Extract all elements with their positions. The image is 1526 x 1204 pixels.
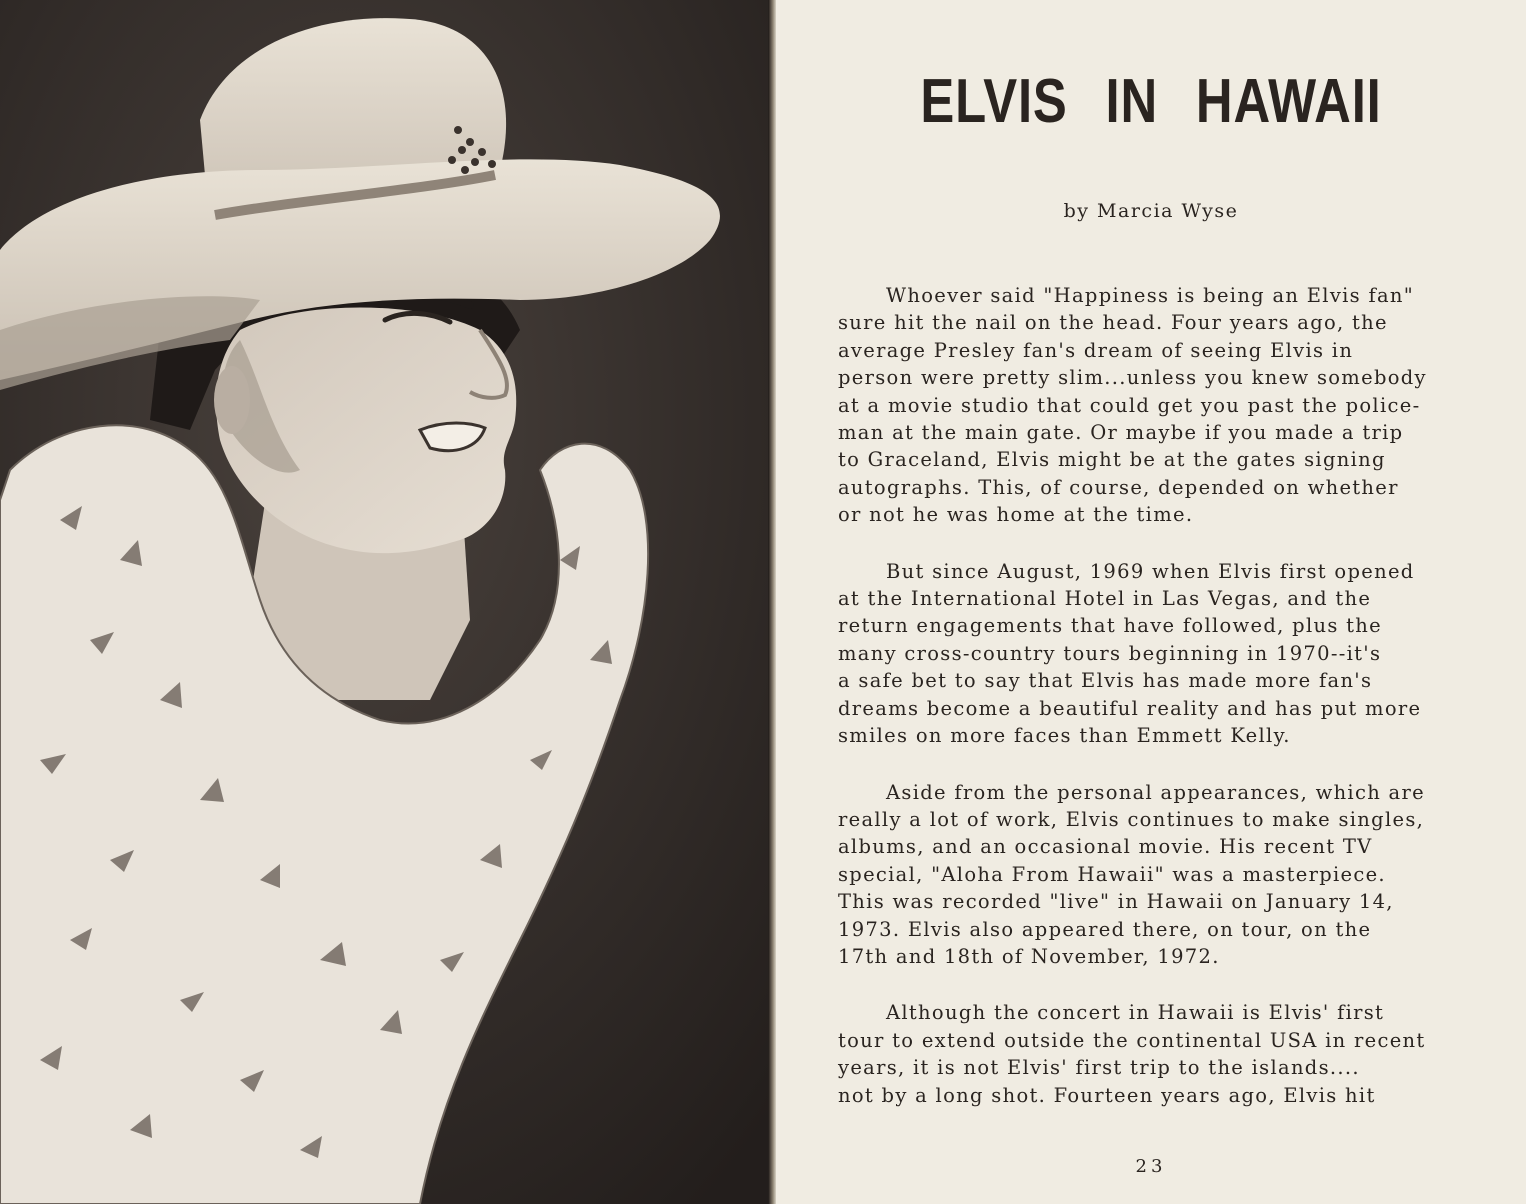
text-line: sure hit the nail on the head. Four years ago, the: [838, 311, 1388, 335]
text-line: man at the main gate. Or maybe if you made a trip: [838, 421, 1404, 445]
text-line: years, it is not Elvis' first trip to the islands....: [838, 1056, 1360, 1080]
text-line: not by a long shot. Fourteen years ago, Elvis hit: [838, 1083, 1376, 1107]
text-line: Although the concert in Hawaii is Elvis' first: [886, 1001, 1385, 1025]
text-line: Aside from the personal appearances, which are: [886, 780, 1425, 804]
paragraph-4: [838, 999, 1498, 1109]
text-line: at the International Hotel in Las Vegas, and the: [838, 587, 1372, 611]
text-line: return engagements that have followed, plus the: [838, 614, 1382, 638]
text-line: at a movie studio that could get you past the police-: [838, 393, 1421, 417]
text-line: 1973. Elvis also appeared there, on tour, on the: [838, 917, 1372, 941]
text-line: or not he was home at the time.: [838, 503, 1194, 527]
text-line: a safe bet to say that Elvis has made more fan's: [838, 669, 1373, 693]
text-line: tour to extend outside the continental USA in recent: [838, 1028, 1426, 1052]
text-line: This was recorded "live" in Hawaii on January 14,: [838, 890, 1394, 914]
text-line: person were pretty slim...unless you knew somebody: [838, 366, 1427, 390]
text-line: dreams become a beautiful reality and has put more: [838, 696, 1422, 720]
paragraph-1: [838, 282, 1498, 529]
article-body: [838, 282, 1498, 1138]
text-line: to Graceland, Elvis might be at the gates signing: [838, 448, 1386, 472]
text-line: autographs. This, of course, depended on whether: [838, 475, 1399, 499]
text-line: special, "Aloha From Hawaii" was a masterpiece.: [838, 862, 1386, 886]
article-page: [776, 0, 1526, 1204]
text-line: smiles on more faces than Emmett Kelly.: [838, 724, 1291, 748]
ear: [214, 366, 250, 434]
text-line: albums, and an occasional movie. His recent TV: [838, 835, 1373, 859]
text-line: many cross-country tours beginning in 1970--it's: [838, 641, 1382, 665]
text-line: But since August, 1969 when Elvis first opened: [886, 559, 1415, 583]
text-line: really a lot of work, Elvis continues to make singles,: [838, 807, 1425, 831]
article-byline: by Marcia Wyse: [1063, 200, 1239, 222]
article-title: ELVIS IN HAWAII: [920, 67, 1382, 136]
text-line: 17th and 18th of November, 1972.: [838, 944, 1220, 968]
page-number: 23: [1135, 1156, 1167, 1177]
text-line: average Presley fan's dream of seeing Elvis in: [838, 338, 1354, 362]
text-line: Whoever said "Happiness is being an Elvis fan": [886, 284, 1415, 307]
page-gutter: [768, 0, 776, 1204]
paragraph-3: [838, 779, 1498, 971]
paragraph-2: [838, 558, 1498, 750]
